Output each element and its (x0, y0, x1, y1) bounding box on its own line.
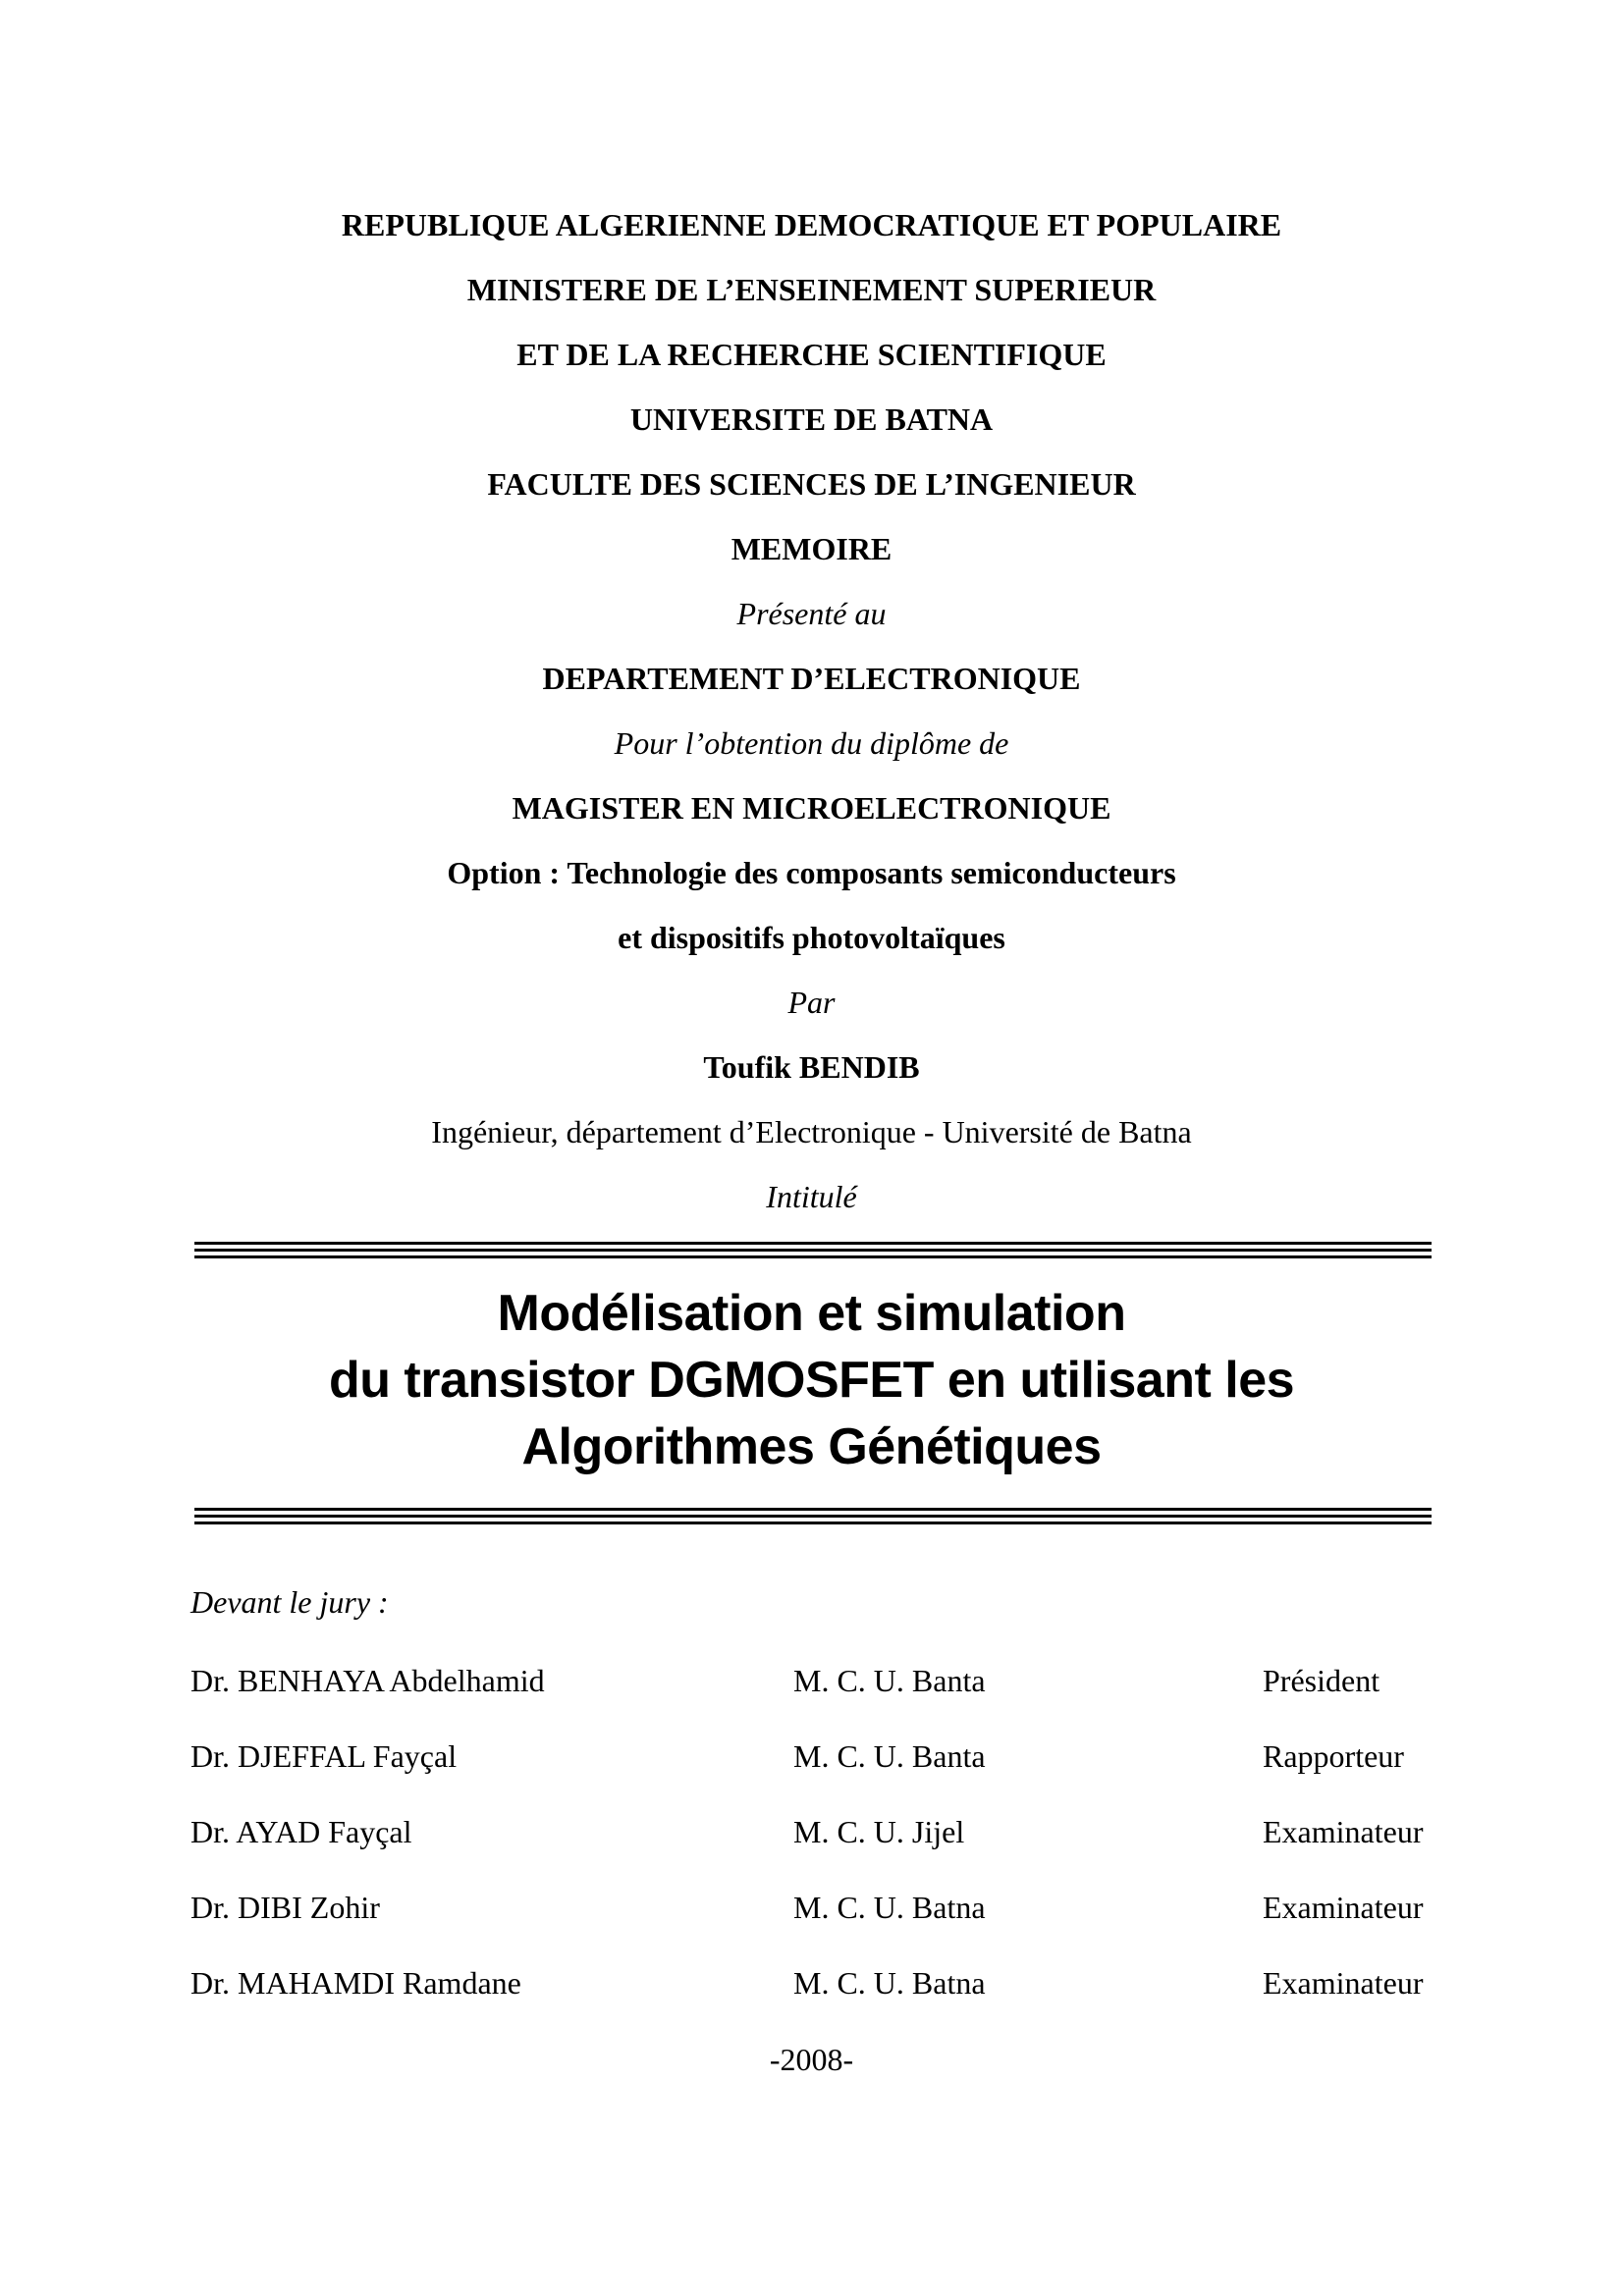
jury-member-role: Examinateur (1263, 1814, 1424, 1849)
author-name: Toufik BENDIB (703, 1049, 920, 1085)
jury-table (190, 1659, 1437, 2037)
thesis-title (0, 1280, 1623, 1480)
jury-member-grade: M. C. U. Banta (793, 1738, 986, 1774)
jury-member-grade: M. C. U. Batna (793, 1965, 986, 2001)
jury-member-name: Dr. BENHAYA Abdelhamid (190, 1663, 545, 1698)
cover-header (0, 192, 1623, 1229)
defense-year: -2008- (769, 2042, 854, 2077)
diploma-label: Pour l’obtention du diplôme de (614, 725, 1009, 761)
ministry-line-2: ET DE LA RECHERCHE SCIENTIFIQUE (516, 337, 1107, 372)
jury-member-name: Dr. AYAD Fayçal (190, 1814, 412, 1849)
document-type: MEMOIRE (730, 531, 893, 566)
jury-member-grade: M. C. U. Banta (793, 1663, 986, 1698)
thesis-title-line-3: Algorithmes Génétiques (521, 1418, 1102, 1475)
entitled-label: Intitulé (766, 1179, 857, 1214)
jury-row (190, 1961, 1437, 2037)
jury-heading: Devant le jury : (190, 1584, 389, 1620)
jury-row (190, 1886, 1437, 1961)
option-line-2: et dispositifs photovoltaïques (618, 920, 1005, 955)
jury-row (190, 1810, 1437, 1886)
title-rule-top (194, 1242, 1432, 1259)
jury-row (190, 1659, 1437, 1735)
by-label: Par (787, 985, 836, 1020)
jury-member-grade: M. C. U. Batna (793, 1890, 986, 1925)
jury-row (190, 1735, 1437, 1810)
jury-member-name: Dr. DIBI Zohir (190, 1890, 380, 1925)
country-line: REPUBLIQUE ALGERIENNE DEMOCRATIQUE ET POPULAIRE (341, 207, 1282, 242)
option-line-1: Option : Technologie des composants semiconducteurs (447, 855, 1176, 890)
jury-member-name: Dr. MAHAMDI Ramdane (190, 1965, 521, 2001)
jury-member-name: Dr. DJEFFAL Fayçal (190, 1738, 458, 1774)
faculty-line: FACULTE DES SCIENCES DE L’INGENIEUR (487, 466, 1136, 502)
jury-member-role: Rapporteur (1263, 1738, 1404, 1774)
presented-to-label: Présenté au (736, 596, 887, 631)
jury-member-grade: M. C. U. Jijel (793, 1814, 965, 1849)
author-affiliation: Ingénieur, département d’Electronique - Université de Batna (431, 1114, 1192, 1149)
jury-member-role: Président (1263, 1663, 1380, 1698)
ministry-line-1: MINISTERE DE L’ENSEINEMENT SUPERIEUR (466, 272, 1157, 307)
thesis-title-line-2: du transistor DGMOSFET en utilisant les (328, 1352, 1295, 1409)
jury-member-role: Examinateur (1263, 1890, 1424, 1925)
department-line: DEPARTEMENT D’ELECTRONIQUE (542, 661, 1081, 696)
university-line: UNIVERSITE DE BATNA (629, 401, 994, 437)
jury-member-role: Examinateur (1263, 1965, 1424, 2001)
diploma-line: MAGISTER EN MICROELECTRONIQUE (512, 790, 1111, 826)
title-rule-bottom (194, 1508, 1432, 1525)
thesis-title-line-1: Modélisation et simulation (497, 1285, 1126, 1342)
